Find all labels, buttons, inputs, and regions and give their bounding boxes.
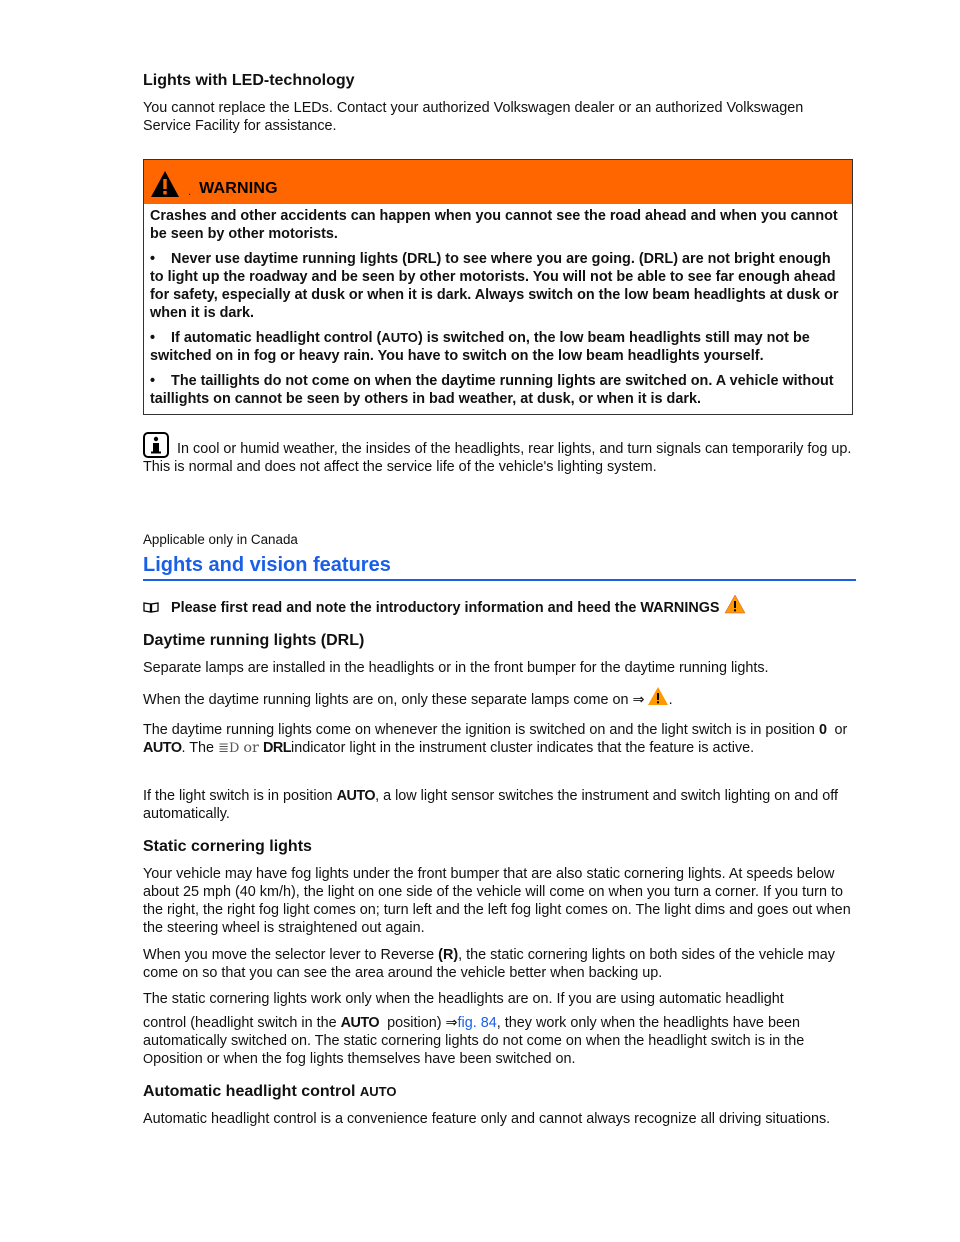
auto-title-text: Automatic headlight control <box>143 1083 356 1100</box>
drl-p3-a: The daytime running lights come on whenever the ignition is switched on and the light switch is in position <box>143 722 815 738</box>
led-section <box>143 72 855 90</box>
auto-title <box>143 1083 855 1101</box>
info-note-icon <box>143 432 169 458</box>
static-p2-wrap <box>143 946 855 982</box>
drl-title: Daytime running lights (DRL) <box>143 632 365 649</box>
warning-bullet-1-text: Never use daytime running lights (DRL) to see where you are going. (DRL) are not bright enough to light up the roadway and be seen by other motorists. You will not be able to see far enough ahead for safety, especially at dusk or when it is dark. Always switch on the low beam headlights at dusk or when it is dark. <box>150 251 839 321</box>
warning-bullet-3-text: The taillights do not come on when the daytime running lights are switched on. A vehicle without taillights on cannot be seen by others in bad weather, at dusk, or when it is dark. <box>150 373 834 407</box>
warning-title: WARNING <box>199 180 278 197</box>
static-p4 <box>143 1014 855 1068</box>
drl-p2-pre: When the daytime running lights are on, only these separate lamps come on ⇒ <box>143 692 645 708</box>
intro-text: Please first read and note the introductory information and heed the WARNINGS <box>171 600 720 616</box>
static-section <box>143 838 855 856</box>
static-p4-a: control (headlight switch in the <box>143 1015 337 1031</box>
warning-bullet-3 <box>150 372 846 408</box>
static-title: Static cornering lights <box>143 838 312 855</box>
section-rule <box>143 579 856 581</box>
led-title: Lights with LED-technology <box>143 72 355 89</box>
static-p2 <box>143 946 855 982</box>
drl-p3-c: indicator light in the instrument cluster indicates that the feature is active. <box>291 740 755 756</box>
warning-body <box>144 204 852 414</box>
book-icon <box>143 601 159 613</box>
warning-triangle-icon[interactable] <box>724 594 746 614</box>
auto-p1-wrap <box>143 1110 855 1128</box>
warning-triangle-icon <box>150 170 180 198</box>
warning-bullet-2-post: ) is switched on, the low beam headlights still may not be switched on in fog or heavy rain. You have to switch on the low beam headlights yourself. <box>150 330 810 364</box>
position-o-symbol: O <box>143 1051 154 1066</box>
static-p4-d: position or when the fog lights themselves have been switched on. <box>153 1051 576 1067</box>
led-text: You cannot replace the LEDs. Contact your authorized Volkswagen dealer or an authorized Volkswagen Service Facility for assistance. <box>143 100 804 134</box>
static-p3-wrap <box>143 990 855 1008</box>
bullet-mark: • <box>150 330 156 346</box>
static-p4-c: , they work only when the headlights have been automatically switched on. The static cornering lights do not come on when the headlight switch is in the <box>143 1015 805 1049</box>
static-p1: Your vehicle may have fog lights under the front bumper that are also static cornering lights. At speeds below about 25 mph (40 km/h), the light on one side of the vehicle will come on when you turn a corner. If you turn to the right, the right fog light comes on; turn left and the left fog light comes on. The light dims and goes out when the steering wheel is straightened out again. <box>143 866 851 936</box>
auto-symbol: AUTO <box>340 1015 380 1031</box>
section-title: Lights and vision features <box>143 554 391 576</box>
drl-p4 <box>143 787 855 823</box>
drl-p1-wrap <box>143 659 855 677</box>
static-p4-b: position) ⇒ <box>387 1015 458 1031</box>
drl-p1: Separate lamps are installed in the headlights or in the front bumper for the daytime running lights. <box>143 660 769 676</box>
auto-section <box>143 1083 855 1101</box>
static-p2-b: , the static cornering lights on both sides of the vehicle may come on so that you can see the area around the vehicle better when backing up. <box>143 947 835 981</box>
auto-symbol: AUTO <box>336 788 376 804</box>
auto-symbol: AUTO <box>143 740 182 756</box>
drl-p4-wrap <box>143 787 855 823</box>
bullet-mark: • <box>150 373 156 389</box>
warning-bullet-2-pre: If automatic headlight control ( <box>171 330 382 346</box>
drl-p4-b: , a low light sensor switches the instrument and switch lighting on and off automatically. <box>143 788 838 822</box>
drl-p3-b: . The <box>181 740 215 756</box>
applicable-text: Applicable only in Canada <box>143 532 298 547</box>
auto-symbol: AUTO <box>381 330 418 345</box>
reverse-label: (R) <box>438 947 459 963</box>
warning-bullet-2 <box>150 329 846 365</box>
led-text-wrap <box>143 99 855 135</box>
drl-p3-or2: or <box>243 740 259 756</box>
static-p4-wrap <box>143 1014 855 1068</box>
warning-intro: Crashes and other accidents can happen when you cannot see the road ahead and when you cannot be seen by other motorists. <box>150 208 838 242</box>
drl-p3 <box>143 721 855 758</box>
warning-box <box>143 159 853 415</box>
static-p3: The static cornering lights work only when the headlights are on. If you are using automatic headlight <box>143 991 784 1007</box>
note-text: In cool or humid weather, the insides of the headlights, rear lights, and turn signals can temporarily fog up. This is normal and does not affect the service life of the vehicle's lighting system. <box>143 441 852 475</box>
warning-dot: . <box>188 186 192 198</box>
drl-p2 <box>143 686 855 709</box>
static-p2-a: When you move the selector lever to Reverse <box>143 947 435 963</box>
auto-p1: Automatic headlight control is a convenience feature only and cannot always recognize all driving situations. <box>143 1111 831 1127</box>
fig-84-link[interactable]: fig. 84 <box>457 1015 497 1031</box>
bullet-mark: • <box>150 251 156 267</box>
drl-p3-or: or <box>834 722 848 738</box>
position-zero-symbol: 0 <box>818 722 827 738</box>
warning-triangle-icon[interactable] <box>647 686 669 706</box>
drl-symbol: DRL <box>262 740 292 756</box>
intro-line <box>143 594 855 617</box>
warning-header <box>144 160 852 204</box>
note <box>143 432 855 476</box>
drl-p3-wrap <box>143 721 855 758</box>
section-header <box>143 554 855 577</box>
auto-symbol: AUTO <box>359 1084 397 1099</box>
drl-p4-a: If the light switch is in position <box>143 788 333 804</box>
static-p1-wrap <box>143 865 855 937</box>
applicable-wrap <box>143 531 855 549</box>
drl-p2-post: . <box>668 692 673 708</box>
drl-p2-wrap <box>143 686 855 709</box>
drl-lamp-symbol: ≣D <box>218 741 240 756</box>
drl-section <box>143 632 855 650</box>
warning-bullet-1 <box>150 250 846 322</box>
